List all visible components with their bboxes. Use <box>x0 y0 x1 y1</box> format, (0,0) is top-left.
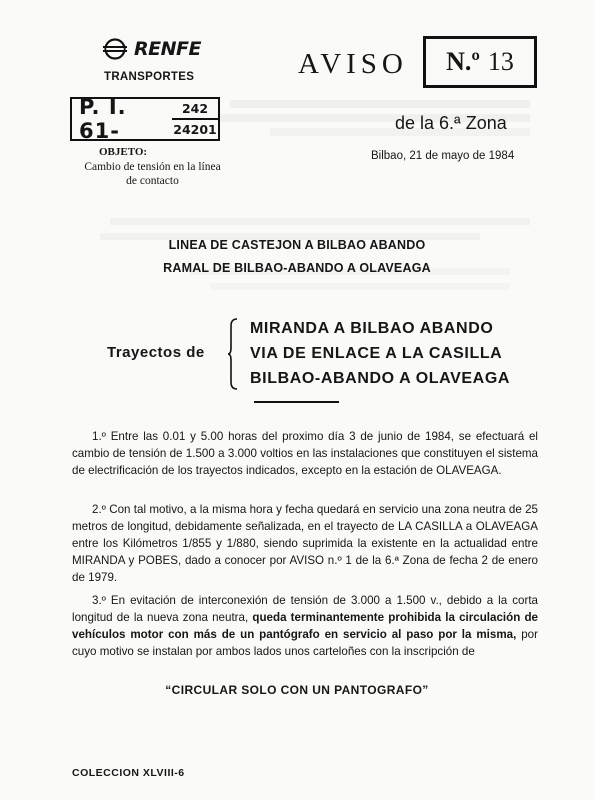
paragraph-3-end: por cuyo motivo se instalan por ambos lados unos carteloñes con la inscripción de <box>72 628 538 658</box>
paragraph-2: 2.º Con tal motivo, a la misma hora y fecha quedará en servicio una zona neutra de 25 metros de longitud, debidamente señalizada, en el trayecto de LA CASILLA a OLAVEAGA entre los Kilómetros 1/855 y 1/880, siendo suprimida la existente en la actualidad entre MIRANDA y POBES, dado a conocer por AVISO n.º 1 de la 6.ª Zona de fecha 2 de enero de 1979. <box>72 503 538 584</box>
bleed-through-texture-2 <box>100 210 540 300</box>
logo-text: RENFE <box>134 38 201 60</box>
aviso-number-box <box>423 36 537 88</box>
line-heading-1: LINEA DE CASTEJON A BILBAO ABANDO <box>168 238 426 252</box>
aviso-title: AVISO <box>298 48 408 80</box>
place-date: Bilbao, 21 de mayo de 1984 <box>371 150 515 162</box>
number-value: 13 <box>487 47 514 76</box>
pi-reference-box <box>70 97 220 141</box>
renfe-logo <box>100 38 201 60</box>
line-heading-2: RAMAL DE BILBAO-ABANDO A OLAVEAGA <box>163 261 431 275</box>
sign-inscription: “CIRCULAR SOLO CON UN PANTOGRAFO” <box>165 683 429 697</box>
trayectos-label: Trayectos de <box>107 344 205 361</box>
objeto-label: OBJETO: <box>99 146 148 158</box>
number-label: N.º <box>446 47 480 76</box>
paragraph-3-bold: queda terminantemente prohibida la circulación de vehículos motor con más de un pantógrafo en servicio al paso por la misma, <box>72 611 538 641</box>
transportes-label: TRANSPORTES <box>104 71 195 83</box>
pi-numerator: 242 <box>181 101 209 117</box>
pi-code: P. I. 61- <box>79 95 127 143</box>
renfe-emblem-icon <box>100 38 130 60</box>
pi-fraction <box>172 101 218 137</box>
paragraph-3 <box>72 592 538 660</box>
brace-icon <box>227 318 239 390</box>
route-list <box>250 316 510 391</box>
section-divider <box>254 401 339 403</box>
fraction-bar <box>172 118 218 120</box>
paragraph-3-start: 3.º En evitación de interconexión de tensión de 3.000 a 1.500 v., debido a la corta longitud de la nueva zona neutra, <box>72 594 538 624</box>
route-item: MIRANDA A BILBAO ABANDO <box>250 320 494 337</box>
route-item: BILBAO-ABANDO A OLAVEAGA <box>250 370 511 387</box>
coleccion-label: COLECCION XLVIII-6 <box>72 767 185 779</box>
pi-denominator: 24201 <box>173 121 217 137</box>
route-item: VIA DE ENLACE A LA CASILLA <box>250 345 503 362</box>
zona-label: de la 6.ª Zona <box>395 113 507 133</box>
objeto-text: Cambio de tensión en la línea de contacto <box>84 161 221 187</box>
paragraph-1: 1.º Entre las 0.01 y 5.00 horas del proximo día 3 de junio de 1984, se efectuará el cambio de tensión de 1.500 a 3.000 voltios en las instalaciones que constituyen el sistema de electrificación de los trayectos indicados, excepto en la estación de OLAVEAGA. <box>72 430 538 477</box>
